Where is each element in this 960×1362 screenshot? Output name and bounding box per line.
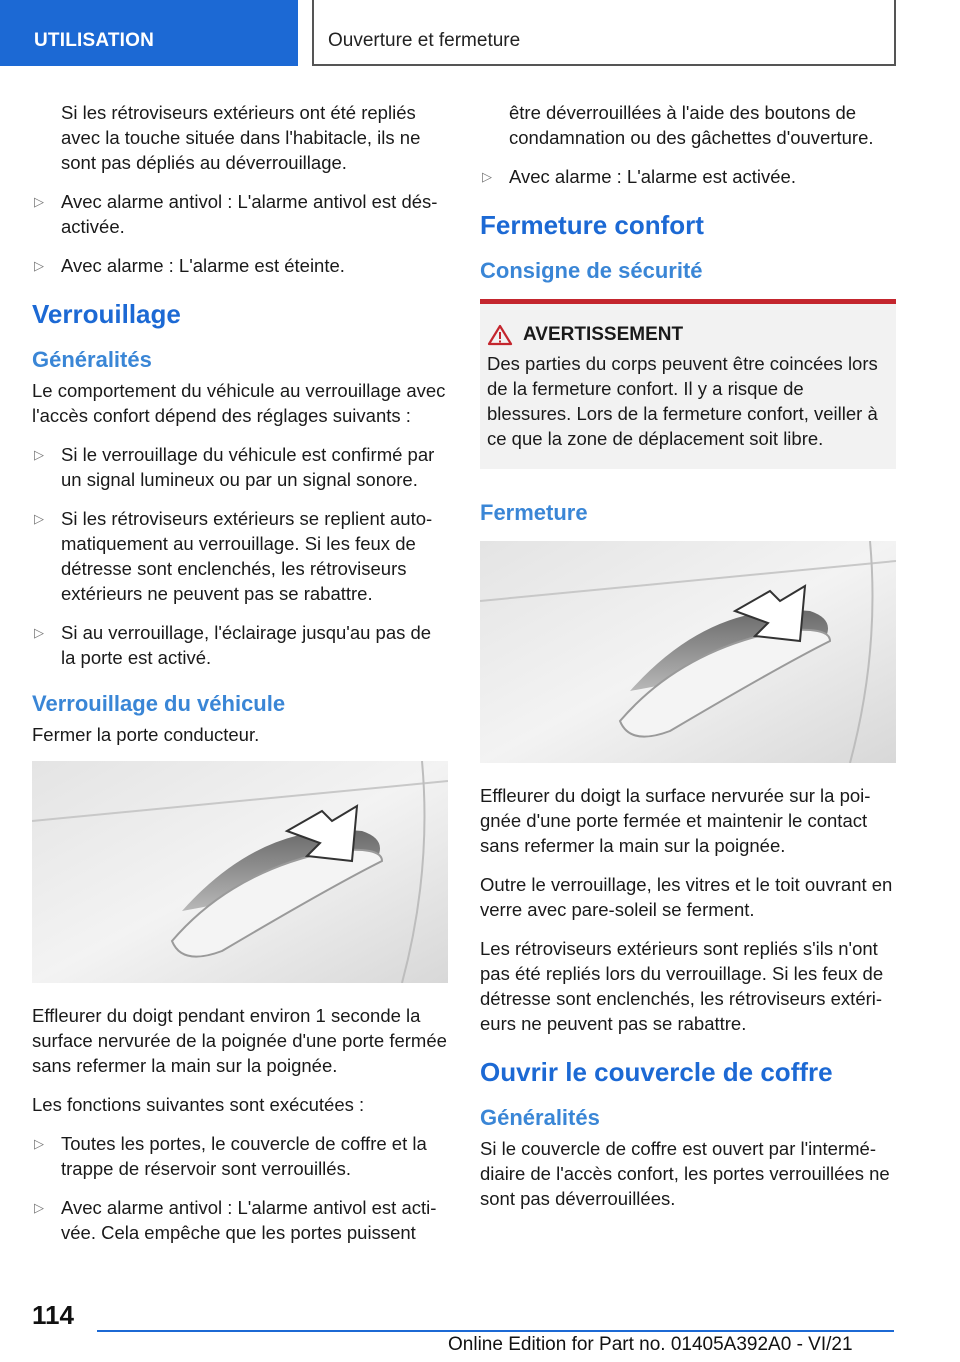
warning-text: Des parties du corps peuvent être coincées lors de la fermeture confort. Il y a risque de blessures. Lors de la fermeture confort, veiller à ce que la zone de déplacement soit libre. [487, 353, 878, 449]
section-heading: Ouvrir le couvercle de coffre [480, 1057, 833, 1087]
right-column [480, 100, 896, 1225]
door-handle-illustration [480, 541, 896, 763]
subsection-heading: Fermeture [480, 500, 588, 525]
page-header [0, 0, 960, 66]
subsection-heading: Généralités [480, 1105, 600, 1130]
warning-triangle-icon [487, 324, 513, 346]
left-column [32, 100, 448, 1259]
triangle-bullet-icon: ▷ [34, 194, 44, 209]
subsection-heading: Consigne de sécurité [480, 258, 703, 283]
section-heading: Fermeture confort [480, 210, 704, 240]
edition-label: Online Edition for Part no. 01405A392A0 - VI/21 [448, 1334, 853, 1355]
paragraph: Si les rétroviseurs extérieurs ont été repliés avec la touche située dans l'habitacle, ils ne sont pas dépliés au déverrouillage. [61, 102, 421, 173]
triangle-bullet-icon: ▷ [34, 1136, 44, 1151]
subsection-heading: Verrouillage du véhicule [32, 691, 286, 716]
list-item: ▷ Si au verrouillage, l'éclairage jusqu'au pas de la porte est activé. [34, 622, 432, 668]
list-item: ▷ Avec alarme antivol : L'alarme antivol est désactivée. [34, 191, 438, 237]
footer-divider [97, 1330, 894, 1332]
section-heading: Verrouillage [32, 299, 181, 329]
paragraph: Outre le verrouillage, les vitres et le toit ouvrant en verre avec pare-soleil se ferment. [480, 874, 893, 920]
warning-box [480, 299, 896, 469]
paragraph: Si le couvercle de coffre est ouvert par l'intermédiaire de l'accès confort, les portes verrouillées ne sont pas déverrouillées. [480, 1138, 890, 1209]
list-item: ▷ Avec alarme : L'alarme est éteinte. [34, 255, 345, 276]
list-item: ▷ Si les rétroviseurs extérieurs se replient automatiquement au verrouillage. Si les feux de détresse sont enclenchés, les rétroviseurs extérieurs ne peuvent pas se rabattre. [34, 508, 433, 604]
figure-caption: Effleurer du doigt pendant environ 1 seconde la surface nervurée de la poignée d'une porte fermée sans refermer la main sur la poignée. [32, 1005, 447, 1076]
triangle-bullet-icon: ▷ [34, 447, 44, 462]
list-item: ▷ Toutes les portes, le couvercle de coffre et la trappe de réservoir sont verrouillés. [34, 1133, 427, 1179]
triangle-bullet-icon: ▷ [34, 258, 44, 273]
figure-caption: Effleurer du doigt la surface nervurée sur la poignée d'une porte fermée et maintenir le contact sans refermer la main sur la poignée. [480, 785, 871, 856]
paragraph: Les rétroviseurs extérieurs sont repliés s'ils n'ont pas été repliés lors du verrouillage. Si les feux de détresse sont enclenchés, les rétroviseurs extérieurs ne peuvent pas se rabattre. [480, 938, 884, 1034]
paragraph: Les fonctions suivantes sont exécutées : [32, 1094, 365, 1115]
chapter-tab[interactable]: Ouverture et fermeture [312, 0, 896, 66]
list-item: ▷ Avec alarme antivol : L'alarme antivol est activée. Cela empêche que les portes puissent [34, 1197, 437, 1243]
warning-title: AVERTISSEMENT [487, 322, 888, 347]
section-tab[interactable]: UTILISATION [0, 0, 298, 66]
paragraph: Le comportement du véhicule au verrouillage avec l'accès confort dépend des réglages suivants : [32, 380, 446, 426]
triangle-bullet-icon: ▷ [34, 625, 44, 640]
triangle-bullet-icon: ▷ [482, 169, 492, 184]
list-item: ▷ Si le verrouillage du véhicule est confirmé par un signal lumineux ou par un signal sonore. [34, 444, 435, 490]
triangle-bullet-icon: ▷ [34, 1200, 44, 1215]
triangle-bullet-icon: ▷ [34, 511, 44, 526]
paragraph: être déverrouillées à l'aide des boutons de condamnation ou des gâchettes d'ouverture. [509, 102, 874, 148]
door-handle-illustration [32, 761, 448, 983]
page-number: 114 [32, 1300, 74, 1330]
subsection-heading: Généralités [32, 347, 152, 372]
paragraph: Fermer la porte conducteur. [32, 724, 260, 745]
list-item: ▷ Avec alarme : L'alarme est activée. [482, 166, 796, 187]
